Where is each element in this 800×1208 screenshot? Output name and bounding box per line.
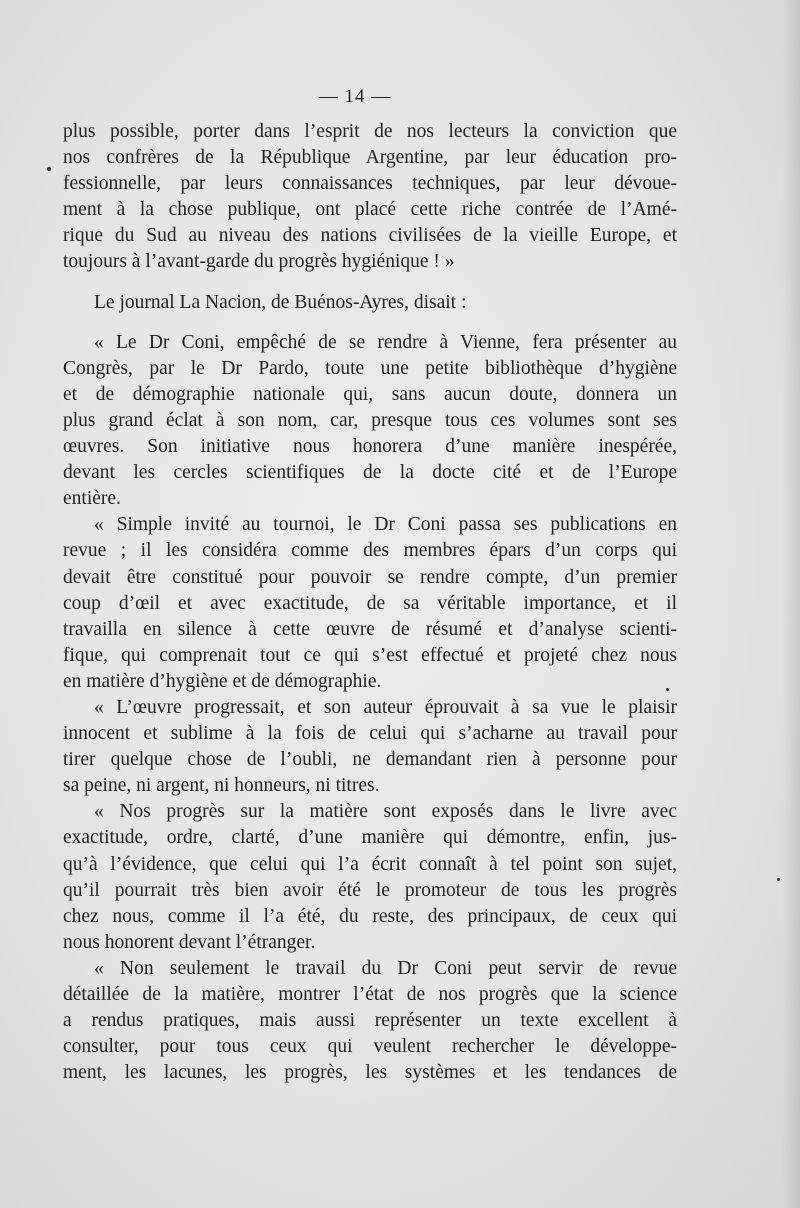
text-line: devant les cercles scientifiques de la docte cité et de l’Europe xyxy=(63,462,677,484)
text-line: Le journal La Nacion, de Buénos-Ayres, disait : xyxy=(94,291,467,313)
text-line: en matière d’hygiène et de démographie. xyxy=(63,670,382,692)
text-line: toujours à l’avant-garde du progrès hygiénique ! » xyxy=(63,251,455,273)
paragraph xyxy=(63,956,677,1086)
text-line: fessionnelle, par leurs connaissances techniques, par leur dévoue- xyxy=(63,173,677,195)
text-line: travailla en silence à cette œuvre de résumé et d’analyse scienti- xyxy=(63,618,677,640)
body-text xyxy=(63,119,677,1086)
paragraph xyxy=(63,119,677,276)
text-line: œuvres. Son initiative nous honorera d’une manière inespérée, xyxy=(63,436,677,458)
text-line: « Simple invité au tournoi, le Dr Coni passa ses publications en xyxy=(94,514,677,536)
text-line: qu’à l’évidence, que celui qui l’a écrit connaît à tel point son sujet, xyxy=(63,853,677,875)
text-line: « Le Dr Coni, empêché de se rendre à Vienne, fera présenter au xyxy=(94,331,677,353)
text-line: plus grand éclat à son nom, car, presque tous ces volumes sont ses xyxy=(63,409,677,431)
text-line: fique, qui comprenait tout ce qui s’est effectué et projeté chez nous xyxy=(63,644,677,666)
text-line: consulter, pour tous ceux qui veulent rechercher le développe- xyxy=(63,1036,677,1058)
text-line: Congrès, par le Dr Pardo, toute une petite bibliothèque d’hygiène xyxy=(63,357,677,379)
paragraph xyxy=(63,799,677,956)
text-line: coup d’œil et avec exactitude, de sa véritable importance, et il xyxy=(63,592,677,614)
text-line: « L’œuvre progressait, et son auteur éprouvait à sa vue le plaisir xyxy=(94,696,677,718)
paragraph-gap xyxy=(63,316,677,330)
text-line: chez nous, comme il l’a été, du reste, des principaux, de ceux qui xyxy=(63,905,677,927)
text-line: ment, les lacunes, les progrès, les systèmes et les tendances de xyxy=(63,1062,677,1084)
text-line: sa peine, ni argent, ni honneurs, ni titres. xyxy=(63,775,380,797)
text-line: plus possible, porter dans l’esprit de nos lecteurs la conviction que xyxy=(63,121,677,142)
text-line: « Non seulement le travail du Dr Coni peut servir de revue xyxy=(94,957,677,979)
text-line: ment à la chose publique, ont placé cette riche contrée de l’Amé- xyxy=(63,199,677,221)
paragraph xyxy=(63,512,677,695)
ink-speck xyxy=(777,878,780,881)
text-line: « Nos progrès sur la matière sont exposés dans le livre avec xyxy=(94,801,677,823)
text-line: a rendus pratiques, mais aussi représenter un texte excellent à xyxy=(63,1010,677,1032)
text-line: exactitude, ordre, clarté, d’une manière qui démontre, enfin, jus- xyxy=(63,827,677,849)
paragraph xyxy=(63,695,677,799)
text-line: devait être constitué pour pouvoir se rendre compte, d’un premier xyxy=(63,566,677,588)
text-line: rique du Sud au niveau des nations civilisées de la vieille Europe, et xyxy=(63,225,677,247)
text-line: et de démographie nationale qui, sans aucun doute, donnera un xyxy=(63,383,677,405)
text-line: qu’il pourrait très bien avoir été le promoteur de tous les progrès xyxy=(63,879,677,901)
text-line: revue ; il les considéra comme des membres épars d’un corps qui xyxy=(63,540,677,562)
ink-speck xyxy=(47,167,51,171)
page-number: — 14 — xyxy=(318,86,392,107)
text-line: innocent et sublime à la fois de celui qui s’acharne au travail pour xyxy=(63,723,677,745)
text-line: nos confrères de la République Argentine, par leur éducation pro- xyxy=(63,147,677,169)
text-line: entière. xyxy=(63,488,121,510)
page-edge-shadow xyxy=(782,0,800,1208)
paragraph xyxy=(63,290,677,316)
paragraph xyxy=(63,330,677,513)
paragraph-gap xyxy=(63,276,677,290)
text-line: détaillée de la matière, montrer l’état de nos progrès que la science xyxy=(63,984,677,1005)
text-line: nous honorent devant l’étranger. xyxy=(63,931,316,953)
text-line: tirer quelque chose de l’oubli, ne demandant rien à personne pour xyxy=(63,749,677,771)
